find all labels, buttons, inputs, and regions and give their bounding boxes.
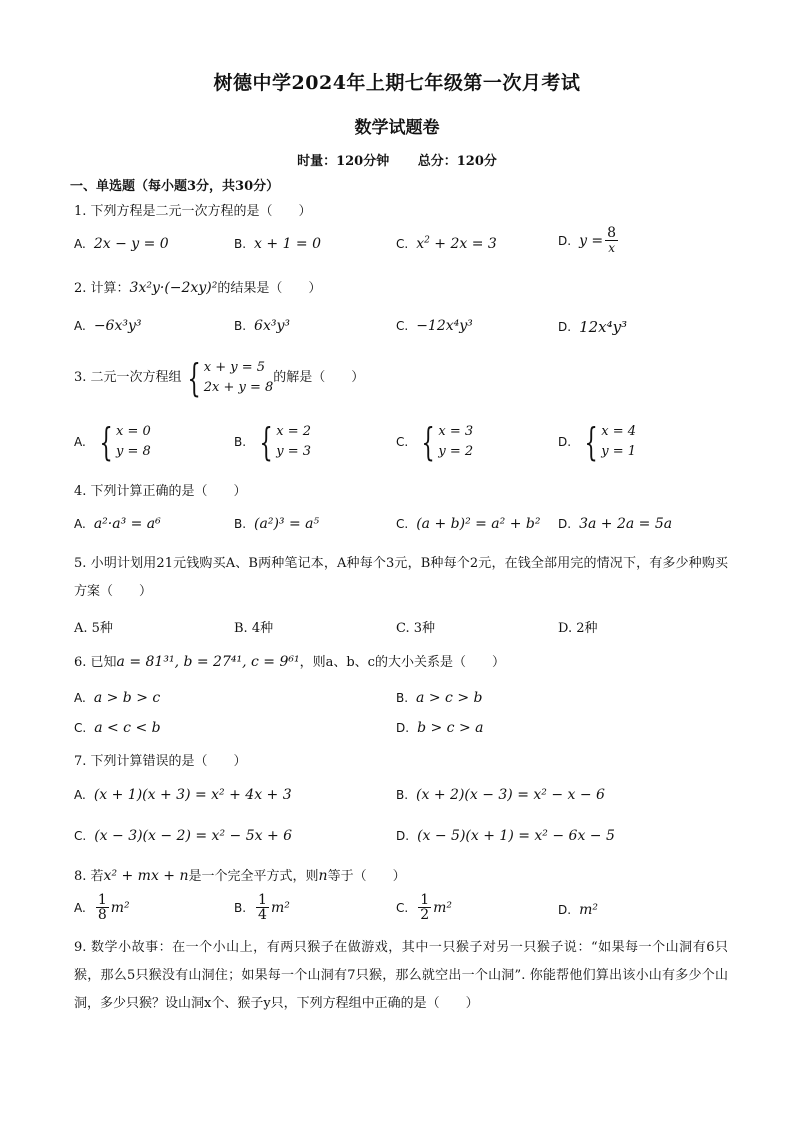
question-1-option-b xyxy=(234,236,321,252)
option-label: D. xyxy=(558,435,572,449)
question-9-stem: 9. 数学小故事：在一个小山上，有两只猴子在做游戏，其中一只猴子对另一只猴子说：“如果每一个山洞有6只猴，那么5只猴没有山洞住；如果每一个山洞有7只猴，那么就空出一个山洞”. 你能帮他们算出该小山有多少个山洞，多少只猴？设山洞x个、猴子y只，下列方程组中正确的是（ ） xyxy=(74,940,728,1011)
brace-icon: { xyxy=(421,420,435,464)
option-label: A. xyxy=(74,900,86,915)
exam-time: 时量：120分钟 xyxy=(297,154,390,169)
option-expr: 6x³y³ xyxy=(254,318,290,334)
option-label: A. xyxy=(74,691,86,705)
question-1-option-d xyxy=(558,226,620,255)
option-label: C. xyxy=(396,517,409,531)
question-1-stem: 1. 下列方程是二元一次方程的是（ ） xyxy=(74,204,312,219)
question-5-stem: 5. 小明计划用21元钱购买A、B两种笔记本，A种每个3元，B种每个2元，在钱全部用完的情况下，有多少种购买方案（ ） xyxy=(74,556,728,599)
question-3-stem: 3. 二元一次方程组 { x + y = 5 2x + y = 8 的解是（ ） xyxy=(74,356,365,400)
option-label: D. xyxy=(558,233,572,248)
exam-meta xyxy=(0,150,794,169)
fraction: $\frac{1}{2}$ xyxy=(420,892,430,923)
question-8-option-a: A. $\frac{1}{8}$ m² xyxy=(74,892,130,923)
option-label: B. xyxy=(396,691,409,705)
question-5-option-d: D. 2种 xyxy=(558,621,598,636)
question-7-option-c xyxy=(74,828,292,844)
question-5-option-b: B. 4种 xyxy=(234,621,274,636)
option-label: B. xyxy=(234,435,247,449)
option-label: B. xyxy=(234,517,247,531)
question-3-option-b: B. { x = 2 y = 3 xyxy=(234,420,312,464)
question-3-option-d: D. { x = 4 y = 1 xyxy=(558,420,637,464)
question-4-option-d xyxy=(558,516,672,532)
option-label: D. xyxy=(558,517,572,531)
question-4-option-b xyxy=(234,516,319,532)
question-2-option-d xyxy=(558,318,627,336)
option-label: A. xyxy=(74,788,86,802)
question-4-stem: 4. 下列计算正确的是（ ） xyxy=(74,484,247,499)
option-expr: x + 1 = 0 xyxy=(254,236,322,252)
option-label: B. xyxy=(396,788,409,802)
equation-system: { x + y = 5 2x + y = 8 xyxy=(186,356,274,400)
option-label: C. xyxy=(396,319,409,333)
option-label: B. xyxy=(234,319,247,333)
option-label: C. xyxy=(74,829,87,843)
question-2-option-c xyxy=(396,318,473,334)
question-5-option-a: A. 5种 xyxy=(74,621,113,636)
option-expr: 3a + 2a = 5a xyxy=(579,516,673,532)
stem-expr: 3x²y·(−2xy)² xyxy=(129,280,218,296)
question-8-option-d xyxy=(558,902,598,918)
option-expr: (a + b)² = a² + b² xyxy=(416,516,541,532)
question-7-option-b xyxy=(396,787,605,803)
brace-icon: { xyxy=(584,420,598,464)
option-expr: $x^2 + 2x = 3$ xyxy=(416,235,497,252)
option-label: D. xyxy=(396,829,410,843)
option-expr: (a²)³ = a⁵ xyxy=(254,516,320,532)
question-7-option-a xyxy=(74,787,292,803)
option-label: C. xyxy=(396,237,409,251)
question-2-stem: 2. 计算：3x²y·(−2xy)²的结果是（ ） xyxy=(74,280,322,296)
fraction: $\frac{1}{8}$ xyxy=(97,892,107,923)
option-expr: −12x⁴y³ xyxy=(416,318,473,334)
question-1-option-a xyxy=(74,236,169,252)
question-3-option-c: C. { x = 3 y = 2 xyxy=(396,420,474,464)
question-4-option-c xyxy=(396,516,540,532)
exam-score: 总分：120分 xyxy=(417,154,497,169)
question-4-option-a xyxy=(74,516,161,532)
option-label: C. xyxy=(396,900,409,915)
fraction: $\frac{8}{x}$ xyxy=(607,225,617,255)
option-expr: b > c > a xyxy=(417,720,484,736)
option-label: D. xyxy=(396,721,410,735)
option-expr: a²·a³ = a⁶ xyxy=(93,516,161,532)
question-6-option-a xyxy=(74,690,160,706)
question-8-option-b: B. $\frac{1}{4}$ m² xyxy=(234,892,290,923)
fraction: $\frac{1}{4}$ xyxy=(258,892,267,923)
question-7-stem: 7. 下列计算错误的是（ ） xyxy=(74,754,247,769)
option-label: C. xyxy=(396,435,409,449)
stem-expr: x² + mx + n xyxy=(103,868,189,884)
question-8-stem: 8. 若x² + mx + n是一个完全平方式，则n等于（ ） xyxy=(74,868,406,884)
option-expr: (x − 5)(x + 1) = x² − 6x − 5 xyxy=(417,828,615,844)
option-expr: a > b > c xyxy=(93,690,161,706)
option-label: A. xyxy=(74,435,86,449)
stem-expr: a = 81³¹, b = 27⁴¹, c = 9⁶¹ xyxy=(116,654,300,670)
exam-title: 树德中学2024年上期七年级第一次月考试 xyxy=(213,72,581,94)
option-expr: (x − 3)(x − 2) = x² − 5x + 6 xyxy=(94,828,293,844)
option-label: A. xyxy=(74,237,86,251)
question-8-option-c: C. $\frac{1}{2}$ m² xyxy=(396,892,453,923)
option-expr: a < c < b xyxy=(94,720,161,736)
section-title-single-choice: 一、单选题（每小题3分，共30分） xyxy=(70,179,280,194)
option-expr: 12x⁴y³ xyxy=(579,318,628,336)
option-expr: m² xyxy=(579,902,598,918)
brace-icon: { xyxy=(99,420,113,464)
option-label: C. xyxy=(74,721,87,735)
question-6-option-b xyxy=(396,690,482,706)
option-label: D. xyxy=(558,903,572,917)
option-expr: (x + 1)(x + 3) = x² + 4x + 3 xyxy=(93,787,292,803)
option-expr: −6x³y³ xyxy=(93,318,142,334)
option-label: A. xyxy=(74,319,86,333)
option-label: D. xyxy=(558,320,572,334)
question-6-stem: 6. 已知a = 81³¹, b = 27⁴¹, c = 9⁶¹，则a、b、c的大小关系是（ ） xyxy=(74,654,505,670)
question-2-option-a xyxy=(74,318,141,334)
brace-icon: { xyxy=(259,420,273,464)
question-6-option-c xyxy=(74,720,161,736)
option-expr: a > c > b xyxy=(416,690,483,706)
question-5-option-c: C. 3种 xyxy=(396,621,436,636)
brace-icon: { xyxy=(186,356,201,400)
exam-subtitle: 数学试题卷 xyxy=(354,118,440,138)
option-expr: 2x − y = 0 xyxy=(93,236,169,252)
option-label: A. xyxy=(74,517,86,531)
option-label: B. xyxy=(234,900,247,915)
option-expr: (x + 2)(x − 3) = x² − x − 6 xyxy=(416,787,605,803)
question-3-option-a: A. { x = 0 y = 8 xyxy=(74,420,151,464)
option-expr: y = xyxy=(579,232,604,249)
question-1-option-c xyxy=(396,236,497,252)
question-6-option-d xyxy=(396,720,483,736)
option-label: B. xyxy=(234,237,247,251)
question-7-option-d xyxy=(396,828,615,844)
question-2-option-b xyxy=(234,318,290,334)
